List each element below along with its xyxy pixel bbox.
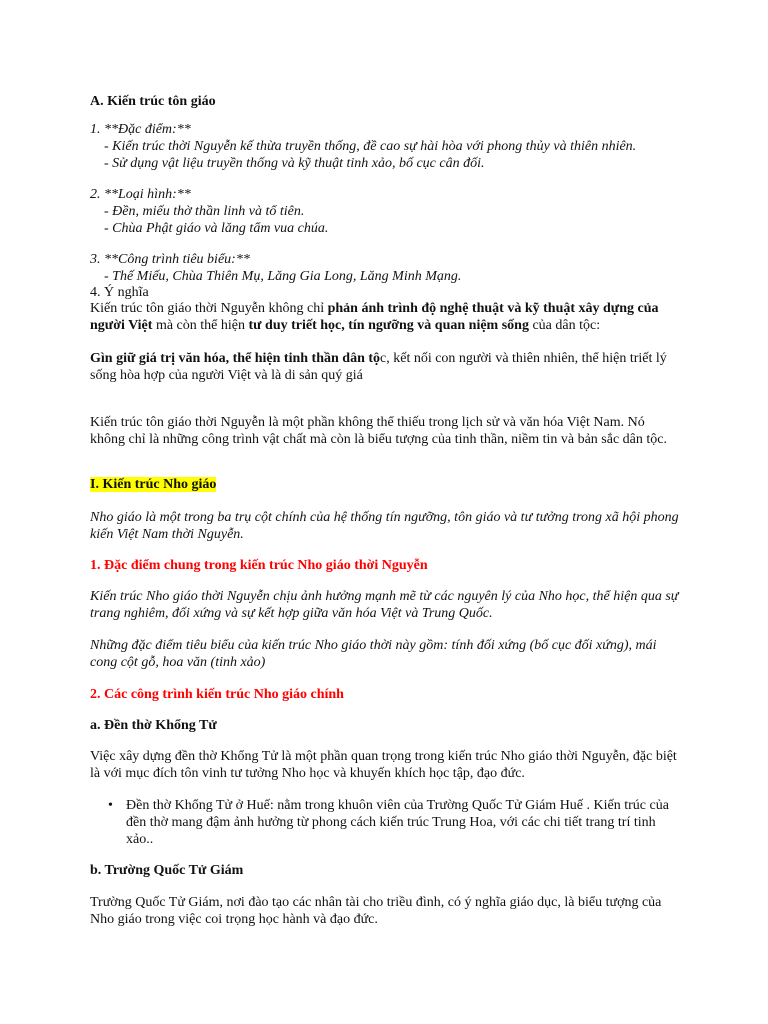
subsection-1-paragraph-1: Kiến trúc Nho giáo thời Nguyễn chịu ảnh hưởng mạnh mẽ từ các nguyên lý của Nho học, thể hiện qua sự trang nghiêm, đối xứng và sự kết hợp giữa văn hóa Việt và Trung Quốc. bbox=[90, 589, 679, 621]
item-1 bbox=[90, 121, 682, 172]
section-a-heading: A. Kiến trúc tôn giáo bbox=[90, 94, 216, 109]
item-1-line-2: - Sử dụng vật liệu truyền thống và kỹ thuật tinh xảo, bố cục cân đối. bbox=[104, 156, 485, 171]
subsection-a-paragraph: Việc xây dựng đền thờ Khổng Tử là một phần quan trọng trong kiến trúc Nho giáo thời Nguyễn, đặc biệt là với mục đích tôn vinh tư tưởng Nho học và khuyến khích học tập, đạo đức. bbox=[90, 749, 677, 781]
item-3-title: 3. **Công trình tiêu biểu:** bbox=[90, 252, 250, 267]
subsection-b-paragraph: Trường Quốc Tử Giám, nơi đào tạo các nhân tài cho triều đình, có ý nghĩa giáo dục, là biểu tượng của Nho giáo trong việc coi trọng học hành và đạo đức. bbox=[90, 895, 662, 927]
meaning-p2-bold: Gìn giữ giá trị văn hóa, thể hiện tinh thần dân tộ bbox=[90, 351, 381, 366]
meaning-heading: 4. Ý nghĩa bbox=[90, 285, 149, 300]
subsection-1-heading: 1. Đặc điểm chung trong kiến trúc Nho giáo thời Nguyễn bbox=[90, 558, 428, 573]
subsection-a-list bbox=[90, 797, 682, 848]
item-2-title: 2. **Loại hình:** bbox=[90, 187, 191, 202]
meaning-p1-text-c: của dân tộc: bbox=[528, 318, 601, 333]
meaning-paragraph-1 bbox=[90, 300, 682, 334]
section-i-heading: I. Kiến trúc Nho giáo bbox=[90, 477, 217, 492]
item-3-line-1: - Thế Miếu, Chùa Thiên Mụ, Lăng Gia Long, Lăng Minh Mạng. bbox=[104, 269, 462, 284]
bullet-icon: • bbox=[108, 798, 113, 813]
meaning-p2-text: c, kết nối con người và thiên nhiên, thể hiện triết lý sống hòa hợp của người Việt và là di sản quý giá bbox=[90, 351, 667, 383]
list-item bbox=[108, 797, 682, 848]
item-2-line-2: - Chùa Phật giáo và lăng tẩm vua chúa. bbox=[104, 221, 329, 236]
item-3 bbox=[90, 251, 682, 285]
section-i-intro: Nho giáo là một trong ba trụ cột chính của hệ thống tín ngưỡng, tôn giáo và tư tưởng trong xã hội phong kiến Việt Nam thời Nguyễn. bbox=[90, 510, 679, 542]
item-2 bbox=[90, 186, 682, 237]
subsection-2-heading: 2. Các công trình kiến trúc Nho giáo chính bbox=[90, 687, 344, 702]
meaning-p1-bold-a: phản ánh trình độ nghệ thuật và kỹ thuật xây dựng của người Việt bbox=[90, 301, 659, 333]
meaning-paragraph-3: Kiến trúc tôn giáo thời Nguyễn là một phần không thể thiếu trong lịch sử và văn hóa Việt Nam. Nó không chỉ là những công trình vật chất mà còn là biểu tượng của tinh thần, niềm tin và bản sắc dân tộc. bbox=[90, 415, 667, 447]
list-item-text: Đền thờ Khổng Tử ở Huế: nằm trong khuôn viên của Trường Quốc Tử Giám Huế . Kiến trúc của đền thờ mang đậm ảnh hưởng từ phong cách kiến trúc Trung Hoa, với các chi tiết trang trí tinh xảo.. bbox=[126, 798, 669, 847]
meaning-p1-bold-b: tư duy triết học, tín ngưỡng và quan niệm sống bbox=[248, 318, 529, 333]
item-1-title: 1. **Đặc điểm:** bbox=[90, 122, 191, 137]
subsection-1-paragraph-2: Những đặc điểm tiêu biểu của kiến trúc Nho giáo thời này gồm: tính đối xứng (bố cục đối xứng), mái cong cột gỗ, hoa văn (tinh xảo) bbox=[90, 638, 657, 670]
subsection-a-heading: a. Đền thờ Khổng Tử bbox=[90, 718, 217, 733]
item-2-line-1: - Đền, miếu thờ thần linh và tổ tiên. bbox=[104, 204, 305, 219]
item-1-line-1: - Kiến trúc thời Nguyễn kế thừa truyền thống, đề cao sự hài hòa với phong thủy và thiên nhiên. bbox=[104, 139, 637, 154]
subsection-b-heading: b. Trường Quốc Tử Giám bbox=[90, 863, 244, 878]
meaning-paragraph-2 bbox=[90, 350, 682, 384]
meaning-p1-text-b: mà còn thể hiện bbox=[152, 318, 249, 333]
section-i-heading-wrap bbox=[90, 476, 682, 493]
meaning-p1-text-a: Kiến trúc tôn giáo thời Nguyễn không chỉ bbox=[90, 301, 328, 316]
